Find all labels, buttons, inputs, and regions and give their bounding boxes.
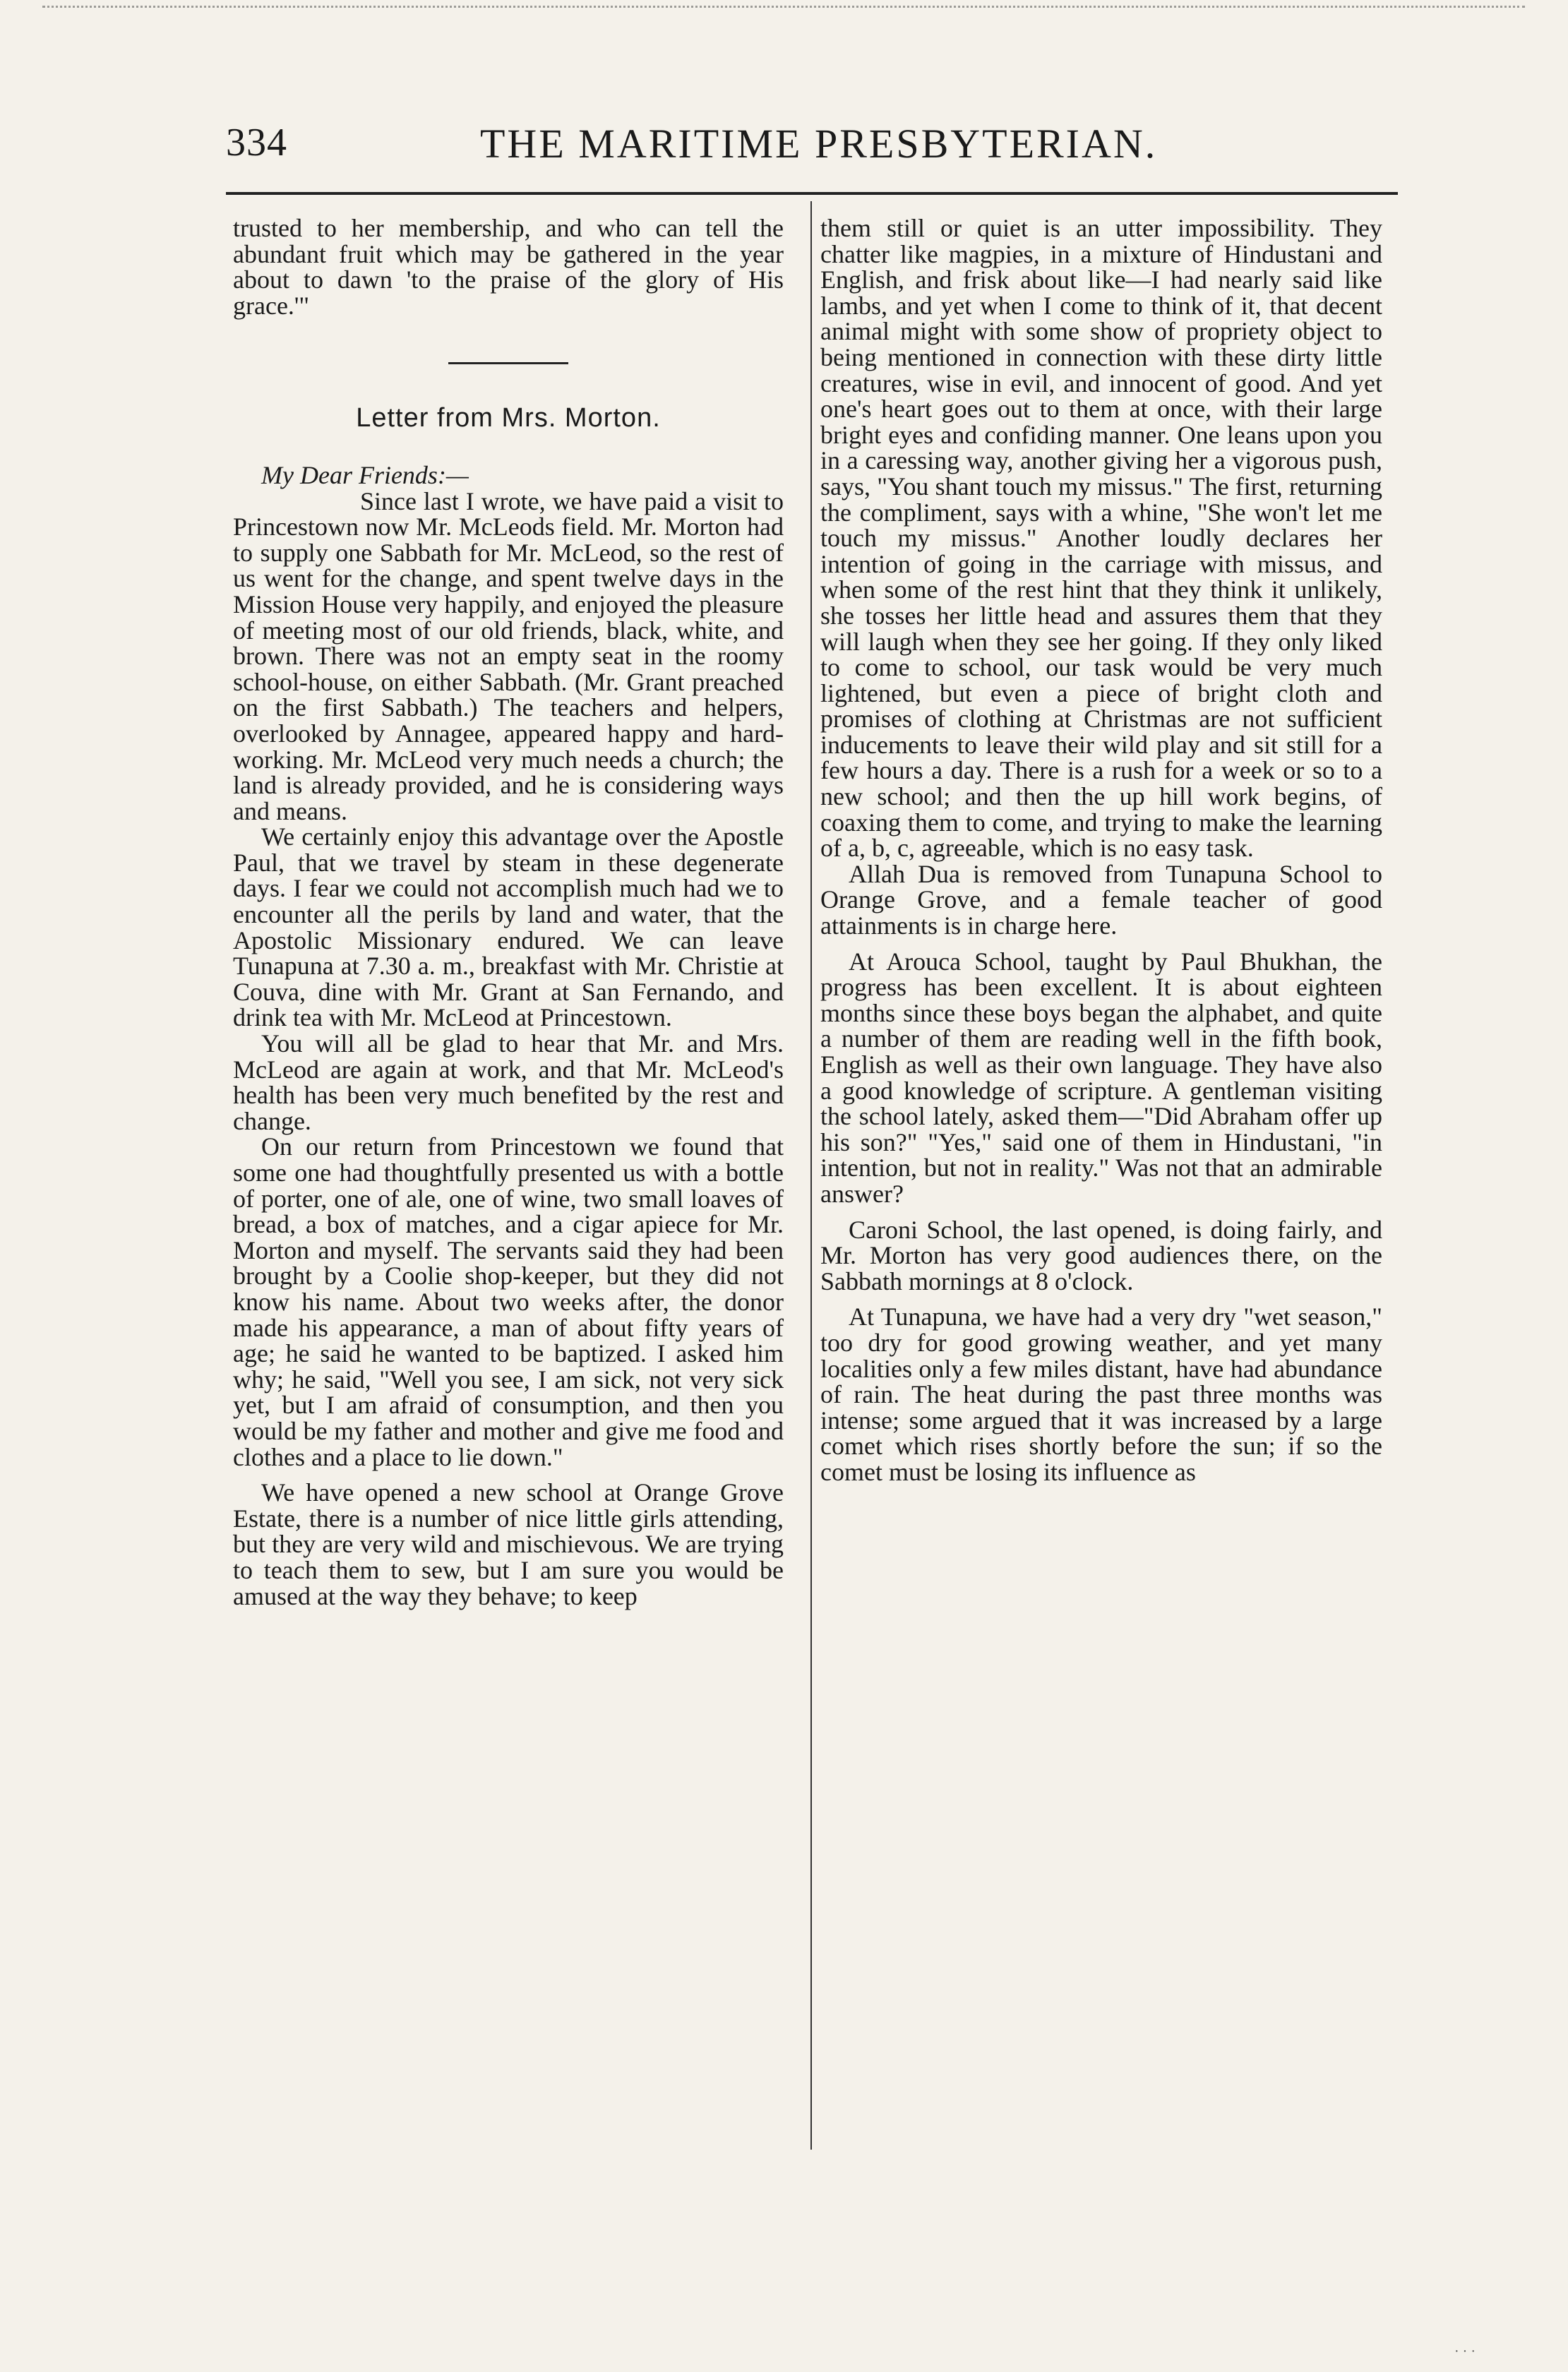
paragraph: them still or quiet is an utter impossibility. They chatter like magpies, in a mixture of Hindustani and English, and frisk about like—I had nearly said like lambs, and yet when I come to think of it, that decent animal might with some show of propriety object to being mentioned in connection with these dirty little creatures, wise in evil, and innocent of good. And yet one's heart goes out to them at once, with their large bright eyes and confiding manner. One leans upon you in a caressing way, another giving her a vigorous push, says, "You shant touch my missus." The first, returning the compliment, says with a whine, "She won't let me touch my missus." Another loudly declares her intention of going in the carriage with missus, and when some of the rest hint that they think it unlikely, she tosses her little head and assures them that they will laugh when they see her going. If they only liked to come to school, our task would be very much lightened, but even a piece of bright cloth and promises of clothing at Christmas are not sufficient inducements to leave their wild play and sit still for a few hours a day. There is a rush for a week or so to a new school; and then the up hill work begins, of coaxing them to come, and trying to make the learning of a, b, c, agreeable, which is no easy task. [820, 214, 1382, 863]
header-rule [226, 192, 1398, 195]
paragraph: Allah Dua is removed from Tunapuna School to Orange Grove, and a female teacher of good attainments is in charge here. [820, 859, 1382, 940]
paragraph: We certainly enjoy this advantage over the Apostle Paul, that we travel by steam in these degenerate days. I fear we could not accomplish much had we to encounter all the perils by land and water, that the Apostolic Missionary endured. We can leave Tunapuna at 7.30 a. m., breakfast with Mr. Christie at Couva, dine with Mr. Grant at San Fernando, and drink tea with Mr. McLeod at Princestown. [233, 822, 784, 1032]
paragraph: Since last I wrote, we have paid a visit to Princestown now Mr. McLeods field. Mr. Morton had to supply one Sabbath for Mr. McLeod, so the rest of us went for the change, and spent twelve days in the Mission House very happily, and enjoyed the pleasure of meeting most of our old friends, black, white, and brown. There was not an empty seat in the roomy school-house, on either Sabbath. (Mr. Grant preached on the first Sabbath.) The teachers and helpers, overlooked by Annagee, appeared happy and hard-working. Mr. McLeod very much needs a church; the land is already provided, and he is considering ways and means. [233, 486, 784, 825]
paragraph: Caroni School, the last opened, is doing fairly, and Mr. Morton has very good audiences there, on the Sabbath mornings at 8 o'clock. [820, 1215, 1382, 1295]
scan-edge-noise [42, 6, 1525, 29]
section-divider [448, 362, 568, 364]
scan-speckle: · · · [1454, 2344, 1476, 2359]
paragraph: On our return from Princestown we found that some one had thoughtfully presented us with a bottle of porter, one of ale, one of wine, two small loaves of bread, a box of matches, and a cigar apiece for Mr. Morton and myself. The servants said they had been brought by a Coolie shop-keeper, but they did not know his name. About two weeks after, the donor made his appearance, a man of about fifty years of age; he said he wanted to be baptized. I asked him why; he said, "Well you see, I am sick, not very sick yet, but I am afraid of consumption, and then you would be my father and mother and give me food and clothes and a place to lie down." [233, 1132, 784, 1471]
paragraph: You will all be glad to hear that Mr. and Mrs. McLeod are again at work, and that Mr. McLeod's health has been very much benefited by the rest and change. [233, 1029, 784, 1135]
page-header [226, 120, 1398, 184]
right-column [820, 215, 1382, 1485]
running-title: THE MARITIME PRESBYTERIAN. [480, 121, 1158, 167]
salutation: My Dear Friends:— [261, 460, 469, 489]
page-number: 334 [226, 121, 287, 164]
column-separator [810, 201, 812, 2150]
article-title: Letter from Mrs. Morton. [356, 403, 661, 433]
paragraph: We have opened a new school at Orange Grove Estate, there is a number of nice little girls attending, but they are very wild and mischievous. We are trying to teach them to sew, but I am sure you would be amused at the way they behave; to keep [233, 1478, 784, 1610]
left-column [233, 215, 784, 1609]
paragraph: At Tunapuna, we have had a very dry "wet season," too dry for good growing weather, and yet many localities only a few miles distant, have had abundance of rain. The heat during the past three months was intense; some argued that it was increased by a large comet which rises shortly before the sun; if so the comet must be losing its influence as [820, 1302, 1382, 1486]
continued-text: trusted to her membership, and who can tell the abundant fruit which may be gathered in the year about to dawn 'to the praise of the glory of His grace.'" [233, 214, 784, 320]
paragraph: At Arouca School, taught by Paul Bhukhan, the progress has been excellent. It is about eighteen months since these boys began the alphabet, and quite a number of them are reading well in the fifth book, English as well as their own language. They have also a good knowledge of scripture. A gentleman visiting the school lately, asked them—"Did Abraham offer up his son?" "Yes," said one of them in Hindustani, "in intention, but not in reality." Was not that an admirable answer? [820, 947, 1382, 1208]
